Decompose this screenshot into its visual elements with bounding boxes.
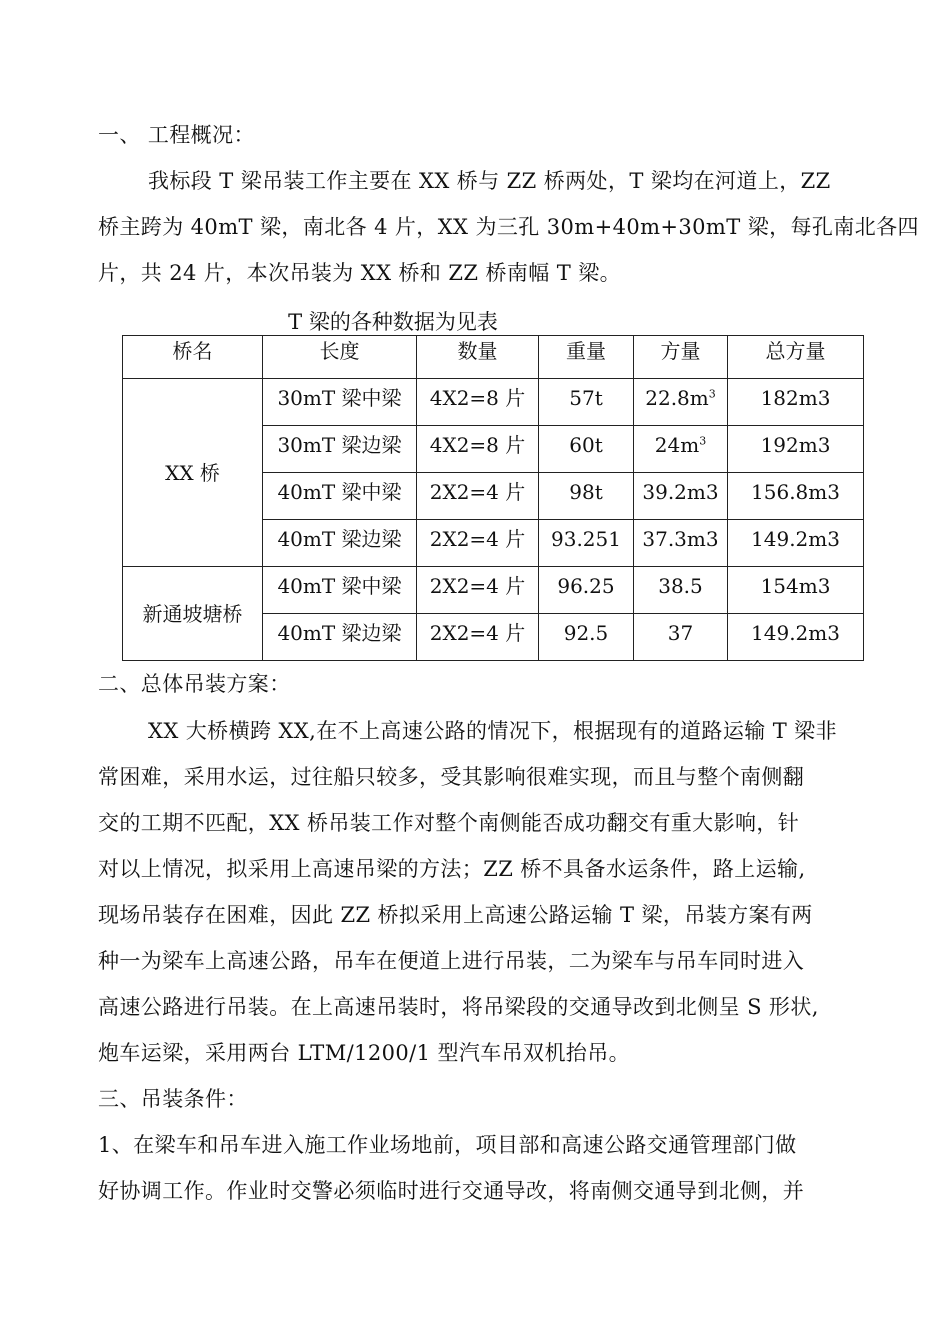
bridge-name-cell: 新通坡塘桥 (123, 567, 263, 661)
length-cell: 30mT 梁边梁 (263, 426, 417, 473)
weight-cell: 96.25 (539, 567, 634, 614)
weight-cell: 98t (539, 473, 634, 520)
header-cell: 长度 (263, 336, 417, 379)
volume-cell: 38.5 (634, 567, 728, 614)
count-cell: 4X2=8 片 (417, 379, 539, 426)
volume-value: 22.8m (645, 386, 709, 410)
paragraph-line: 炮车运梁，采用两台 LTM/1200/1 型汽车吊双机抬吊。 (98, 1041, 631, 1065)
length-cell: 40mT 梁边梁 (263, 520, 417, 567)
weight-cell: 60t (539, 426, 634, 473)
volume-value: 24m (654, 433, 700, 457)
paragraph-line: 现场吊装存在困难，因此 ZZ 桥拟采用上高速公路运输 T 梁，吊装方案有两 (98, 903, 813, 927)
paragraph-line: 种一为梁车上高速公路，吊车在便道上进行吊装，二为梁车与吊车同时进入 (98, 949, 805, 973)
weight-cell: 57t (539, 379, 634, 426)
header-cell: 桥名 (123, 336, 263, 379)
total-cell: 156.8m3 (728, 473, 864, 520)
length-cell: 30mT 梁中梁 (263, 379, 417, 426)
volume-cell (634, 426, 728, 473)
table-caption: T 梁的各种数据为见表 (288, 310, 498, 334)
table-row (123, 379, 864, 426)
header-cell: 方量 (634, 336, 728, 379)
paragraph-line: 片，共 24 片，本次吊装为 XX 桥和 ZZ 桥南幅 T 梁。 (98, 261, 622, 285)
table-row (123, 567, 864, 614)
count-cell: 2X2=4 片 (417, 473, 539, 520)
paragraph-line: 桥主跨为 40mT 梁，南北各 4 片，XX 为三孔 30m+40m+30mT 梁，每孔南北各四 (98, 215, 919, 239)
total-cell: 154m3 (728, 567, 864, 614)
total-cell: 182m3 (728, 379, 864, 426)
header-cell: 总方量 (728, 336, 864, 379)
paragraph-line: 我标段 T 梁吊装工作主要在 XX 桥与 ZZ 桥两处，T 梁均在河道上，ZZ (148, 169, 831, 193)
volume-cell: 37.3m3 (634, 520, 728, 567)
paragraph-line: 好协调工作。作业时交警必须临时进行交通导改，将南侧交通导到北侧，并 (98, 1179, 805, 1203)
paragraph-line: 交的工期不匹配，XX 桥吊装工作对整个南侧能否成功翻交有重大影响，针 (98, 811, 800, 835)
total-cell: 149.2m3 (728, 614, 864, 661)
bridge-name-cell: XX 桥 (123, 379, 263, 567)
beam-data-table (122, 335, 864, 661)
section-2-heading: 二、总体吊装方案： (98, 672, 291, 696)
paragraph-line: 常困难，采用水运，过往船只较多，受其影响很难实现，而且与整个南侧翻 (98, 765, 805, 789)
length-cell: 40mT 梁边梁 (263, 614, 417, 661)
count-cell: 2X2=4 片 (417, 520, 539, 567)
count-cell: 4X2=8 片 (417, 426, 539, 473)
weight-cell: 92.5 (539, 614, 634, 661)
count-cell: 2X2=4 片 (417, 614, 539, 661)
section-3-heading: 三、吊装条件： (98, 1087, 248, 1111)
length-cell: 40mT 梁中梁 (263, 567, 417, 614)
paragraph-line: 1、在梁车和吊车进入施工作业场地前，项目部和高速公路交通管理部门做 (98, 1133, 797, 1157)
volume-cell: 37 (634, 614, 728, 661)
total-cell: 192m3 (728, 426, 864, 473)
total-cell: 149.2m3 (728, 520, 864, 567)
header-cell: 数量 (417, 336, 539, 379)
volume-superscript: 3 (708, 387, 716, 401)
count-cell: 2X2=4 片 (417, 567, 539, 614)
paragraph-line: 对以上情况，拟采用上高速吊梁的方法；ZZ 桥不具备水运条件，路上运输, (98, 857, 806, 881)
volume-superscript: 3 (699, 434, 707, 448)
length-cell: 40mT 梁中梁 (263, 473, 417, 520)
volume-cell (634, 379, 728, 426)
table-header-row (123, 336, 864, 379)
header-cell: 重量 (539, 336, 634, 379)
paragraph-line: 高速公路进行吊装。在上高速吊装时，将吊梁段的交通导改到北侧呈 S 形状, (98, 995, 819, 1019)
section-1-heading: 一、 工程概况： (98, 123, 255, 147)
weight-cell: 93.251 (539, 520, 634, 567)
volume-cell: 39.2m3 (634, 473, 728, 520)
paragraph-line: XX 大桥横跨 XX,在不上高速公路的情况下，根据现有的道路运输 T 梁非 (148, 719, 837, 743)
